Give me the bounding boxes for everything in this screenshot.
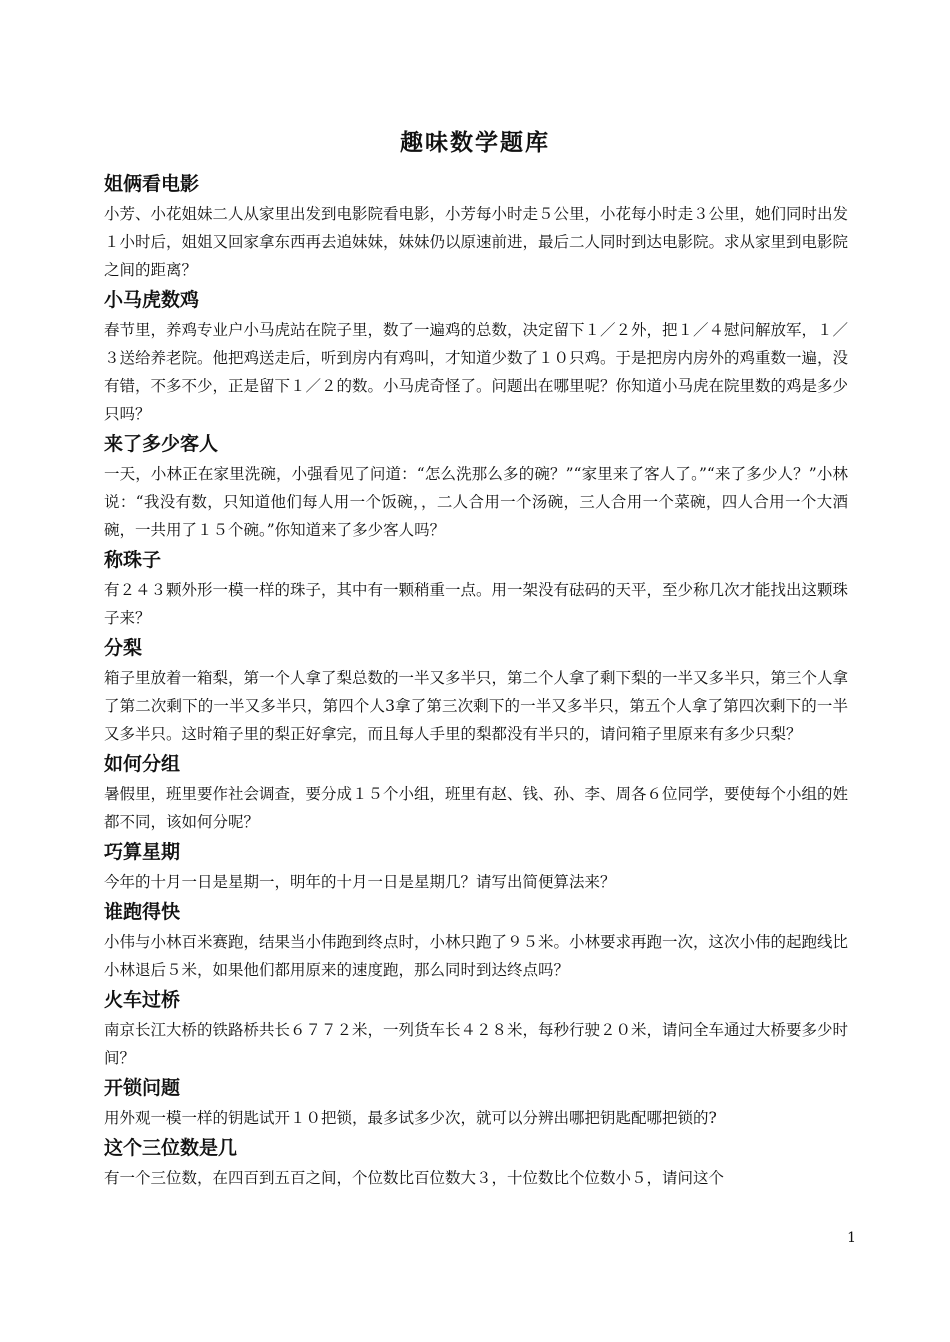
problem-section	[104, 168, 848, 284]
problem-text: 箱子里放着一箱梨，第一个人拿了梨总数的一半又多半只，第二个人拿了剩下梨的一半又多半只，第三个人拿了第二次剩下的一半又多半只，第四个人3拿了第三次剩下的一半又多半只，第五个人拿了第四次剩下的一半又多半只。这时箱子里的梨正好拿完，而且每人手里的梨都没有半只的，请问箱子里原来有多少只梨？	[104, 669, 849, 743]
problem-heading: 来了多少客人	[104, 433, 219, 455]
problem-heading: 开锁问题	[104, 1077, 181, 1099]
problem-section	[104, 1072, 848, 1132]
problem-heading: 小马虎数鸡	[104, 289, 200, 311]
page-number: 1	[847, 1230, 856, 1246]
problem-section	[104, 984, 848, 1072]
document-title: 趣味数学题库	[400, 130, 550, 156]
problem-section	[104, 284, 848, 428]
problem-text: 有一个三位数，在四百到五百之间，个位数比百位数大３，十位数比个位数小５，请问这个	[104, 1169, 725, 1187]
problem-text: 小伟与小林百米赛跑，结果当小伟跑到终点时，小林只跑了９５米。小林要求再跑一次，这次小伟的起跑线比小林退后５米，如果他们都用原来的速度跑，那么同时到达终点吗？	[104, 933, 849, 979]
problem-section	[104, 544, 848, 632]
problem-heading: 谁跑得快	[104, 901, 181, 923]
document-body	[104, 168, 848, 1192]
problem-text: 小芳、小花姐妹二人从家里出发到电影院看电影，小芳每小时走５公里，小花每小时走３公里，她们同时出发１小时后，姐姐又回家拿东西再去追妹妹，妹妹仍以原速前进，最后二人同时到达电影院。求从家里到电影院之间的距离？	[104, 205, 849, 279]
problem-heading: 分梨	[104, 637, 143, 659]
problem-heading: 称珠子	[104, 549, 162, 571]
problem-heading: 这个三位数是几	[104, 1137, 238, 1159]
problem-heading: 如何分组	[104, 753, 181, 775]
problem-text: 今年的十月一日是星期一，明年的十月一日是星期几？请写出简便算法来？	[104, 873, 616, 891]
problem-text: 一天，小林正在家里洗碗，小强看见了问道：“怎么洗那么多的碗？”“家里来了客人了。”“来了多少人？”小林说：“我没有数，只知道他们每人用一个饭碗，，二人合用一个汤碗，三人合用一个菜碗，四人合用一个大酒碗，一共用了１５个碗。”你知道来了多少客人吗？	[104, 465, 848, 539]
problem-section	[104, 632, 848, 748]
problem-text: 有２４３颗外形一模一样的珠子，其中有一颗稍重一点。用一架没有砝码的天平，至少称几次才能找出这颗珠子来？	[104, 581, 849, 627]
problem-text: 春节里，养鸡专业户小马虎站在院子里，数了一遍鸡的总数，决定留下１／２外，把１／４慰问解放军，１／３送给养老院。他把鸡送走后，听到房内有鸡叫，才知道少数了１０只鸡。于是把房内房外的鸡重数一遍，没有错，不多不少，正是留下１／２的数。小马虎奇怪了。问题出在哪里呢？你知道小马虎在院里数的鸡是多少只吗？	[104, 321, 849, 423]
problem-heading: 火车过桥	[104, 989, 181, 1011]
problem-text: 暑假里，班里要作社会调查，要分成１５个小组，班里有赵、钱、孙、李、周各６位同学，要使每个小组的姓都不同，该如何分呢？	[104, 785, 849, 831]
problem-text: 南京长江大桥的铁路桥共长６７７２米，一列货车长４２８米，每秒行驶２０米，请问全车通过大桥要多少时间？	[104, 1021, 849, 1067]
problem-section	[104, 896, 848, 984]
problem-text: 用外观一模一样的钥匙试开１０把锁，最多试多少次，就可以分辨出哪把钥匙配哪把锁的?	[104, 1109, 717, 1127]
problem-heading: 姐俩看电影	[104, 173, 200, 195]
problem-section	[104, 428, 848, 544]
problem-section	[104, 748, 848, 836]
problem-heading: 巧算星期	[104, 841, 181, 863]
problem-section	[104, 836, 848, 896]
problem-section	[104, 1132, 848, 1192]
